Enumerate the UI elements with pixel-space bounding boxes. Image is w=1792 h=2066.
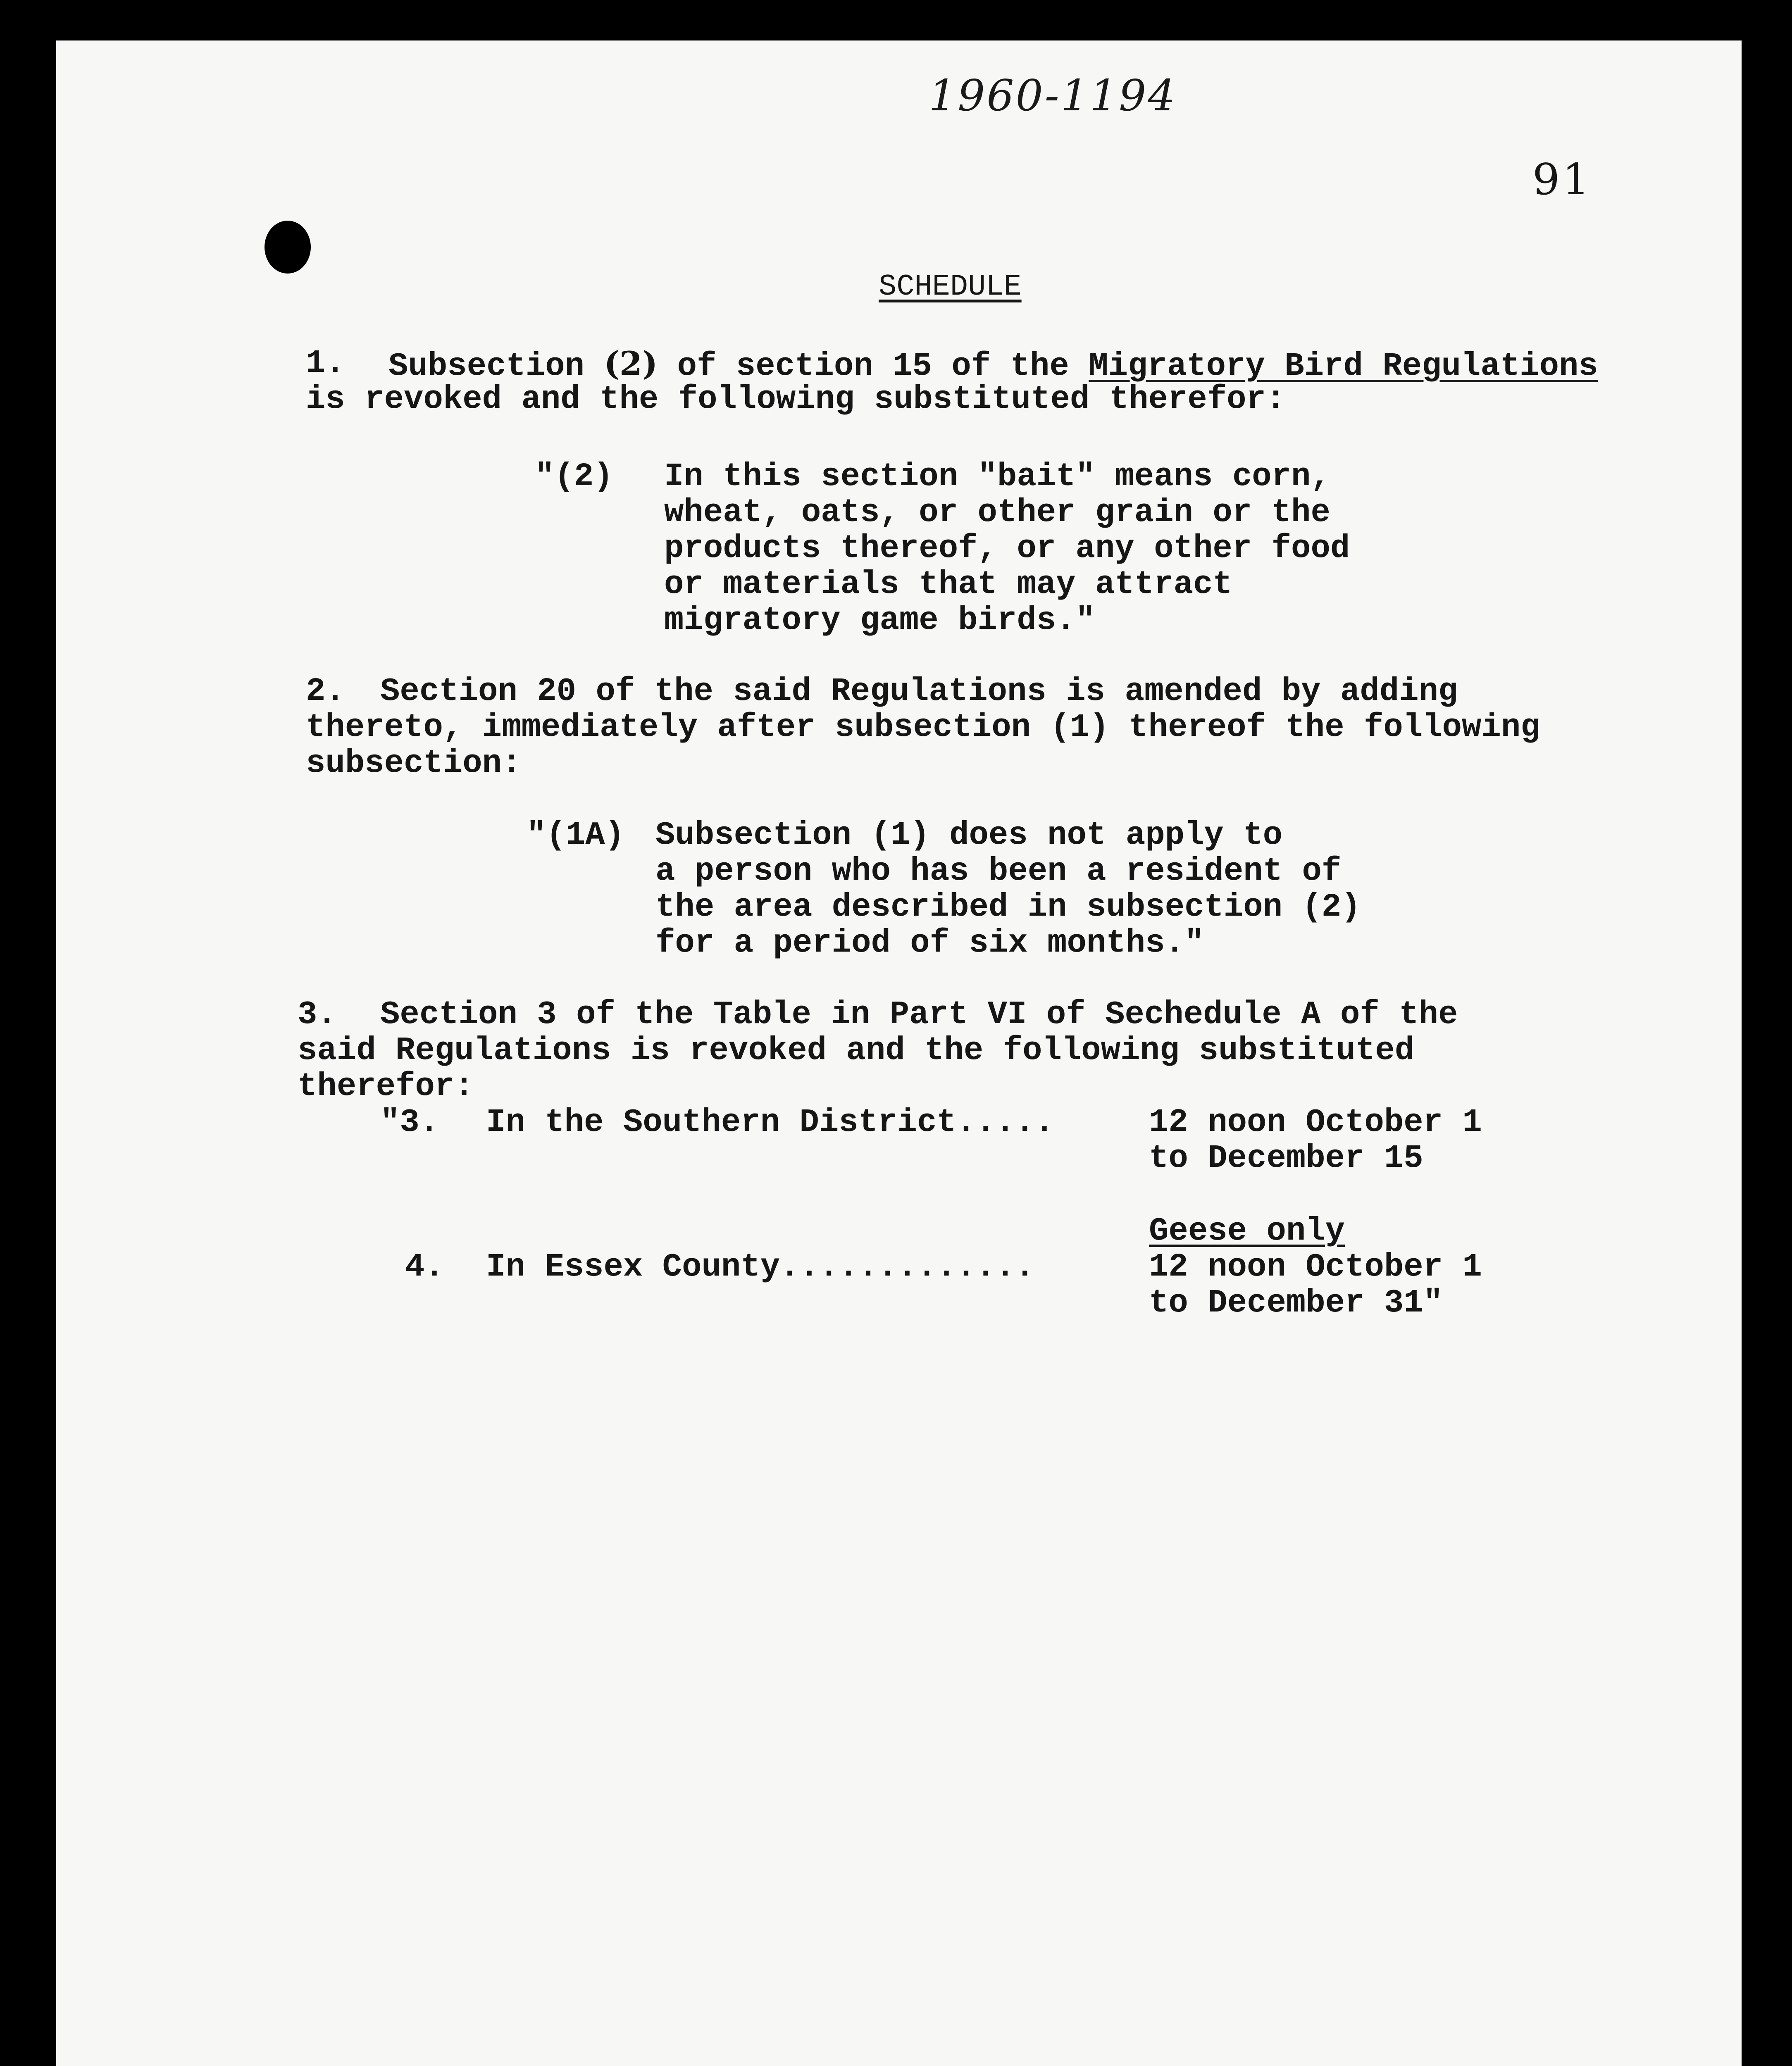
table-row-place: In the Southern District..... <box>486 1104 1054 1141</box>
table-row-period-line-2: to December 15 <box>1149 1140 1423 1177</box>
item-1-quote-line: or materials that may attract <box>664 566 1232 603</box>
item-2-quote-line: for a period of six months." <box>655 924 1204 962</box>
item-3-line-2: said Regulations is revoked and the following substituted <box>298 1032 1415 1069</box>
table-row-period-line-1: 12 noon October 1 <box>1149 1248 1482 1285</box>
item-3-line-3: therefor: <box>298 1068 474 1105</box>
item-1-quote-line: In this section "bait" means corn, <box>664 458 1330 495</box>
handwritten-reference: 1960-1194 <box>929 70 1177 121</box>
item-1-quote-line: migratory game birds." <box>664 602 1095 639</box>
item-1-quote-line: wheat, oats, or other grain or the <box>664 494 1330 531</box>
item-2-line-3: subsection: <box>306 745 522 782</box>
regulations-name: Migratory Bird Regulations <box>1089 348 1598 385</box>
item-2-line-1: Section 20 of the said Regulations is amended by adding <box>380 673 1458 710</box>
item-1-line-2: is revoked and the following substituted therefor: <box>306 381 1286 418</box>
table-row-number: "3. <box>380 1104 439 1141</box>
item-1-text-middle: of section 15 of the <box>677 348 1069 385</box>
item-2-number: 2. <box>306 673 345 710</box>
page-title: SCHEDULE <box>879 270 1022 304</box>
table-row-place: In Essex County............. <box>486 1248 1035 1285</box>
page-number: 91 <box>1532 154 1592 205</box>
table-row-note <box>1149 1213 1345 1249</box>
item-1-number: 1. <box>306 345 345 382</box>
item-2-quote-line: the area described in subsection (2) <box>655 888 1361 926</box>
table-row-period-line-1: 12 noon October 1 <box>1149 1104 1482 1141</box>
item-1-quote-label: "(2) <box>535 458 613 495</box>
handwritten-subsection: (2) <box>604 344 658 383</box>
item-2-line-2: thereto, immediately after subsection (1) thereof the following <box>306 709 1540 746</box>
item-2-quote-label: "(1A) <box>527 816 625 854</box>
item-2-quote-line: Subsection (1) does not apply to <box>655 816 1283 854</box>
geese-only-note: Geese only <box>1149 1212 1345 1250</box>
table-row-number: 4. <box>405 1248 444 1285</box>
item-2-quote-line: a person who has been a resident of <box>655 852 1342 890</box>
document-page <box>56 40 1742 2066</box>
item-1-line-1 <box>388 345 1598 384</box>
item-1-text-before: Subsection <box>388 348 585 385</box>
item-3-number: 3. <box>298 996 337 1033</box>
item-3-line-1: Section 3 of the Table in Part VI of Sechedule A of the <box>380 996 1458 1033</box>
item-1-quote-line: products thereof, or any other food <box>664 530 1350 567</box>
table-row-period-line-2: to December 31" <box>1149 1284 1443 1321</box>
punch-hole <box>265 221 311 274</box>
